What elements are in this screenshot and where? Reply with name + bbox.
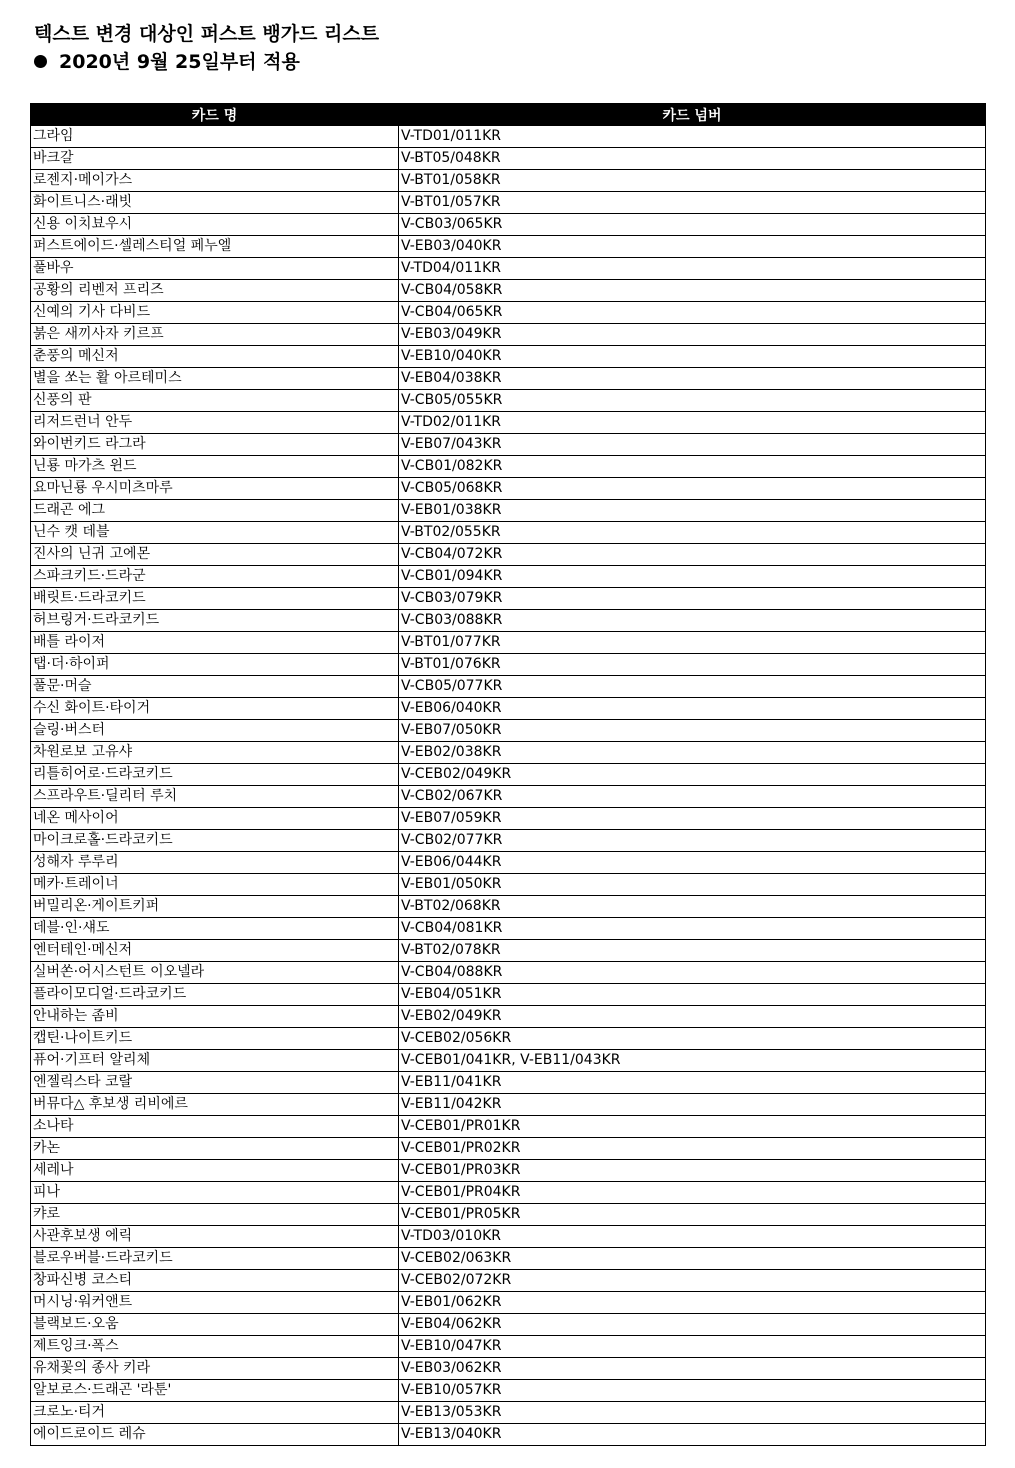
table-row <box>31 918 986 940</box>
table-row <box>31 500 986 522</box>
card-number-cell: V-BT01/077KR <box>399 632 986 654</box>
card-number-cell: V-CEB01/PR05KR <box>399 1204 986 1226</box>
card-number-cell: V-CB01/094KR <box>399 566 986 588</box>
card-name-cell: 버뮤다△ 후보생 리비에르 <box>31 1094 399 1116</box>
card-number-cell: V-EB03/040KR <box>399 236 986 258</box>
card-number-cell: V-CB02/067KR <box>399 786 986 808</box>
card-name-cell: 풀문·머슬 <box>31 676 399 698</box>
card-number-cell: V-BT02/078KR <box>399 940 986 962</box>
table-row <box>31 720 986 742</box>
table-row <box>31 390 986 412</box>
card-name-cell: 탭·더·하이퍼 <box>31 654 399 676</box>
table-row <box>31 1006 986 1028</box>
card-number-cell: V-EB10/047KR <box>399 1336 986 1358</box>
table-row <box>31 1182 986 1204</box>
table-row <box>31 280 986 302</box>
card-name-cell: 퓨어·기프터 알리체 <box>31 1050 399 1072</box>
card-name-cell: 요마닌룡 우시미츠마루 <box>31 478 399 500</box>
card-number-cell: V-CB04/072KR <box>399 544 986 566</box>
card-number-cell: V-EB07/043KR <box>399 434 986 456</box>
table-row <box>31 984 986 1006</box>
card-name-cell: 캬로 <box>31 1204 399 1226</box>
card-number-cell: V-EB07/050KR <box>399 720 986 742</box>
card-number-cell: V-EB07/059KR <box>399 808 986 830</box>
card-number-cell: V-BT01/057KR <box>399 192 986 214</box>
table-row <box>31 1138 986 1160</box>
card-name-cell: 성해자 루루리 <box>31 852 399 874</box>
card-number-cell: V-EB11/042KR <box>399 1094 986 1116</box>
card-name-cell: 붉은 새끼사자 키르프 <box>31 324 399 346</box>
card-name-cell: 와이번키드 라그라 <box>31 434 399 456</box>
card-name-cell: 네온 메사이어 <box>31 808 399 830</box>
table-row <box>31 676 986 698</box>
card-number-cell: V-CB03/079KR <box>399 588 986 610</box>
card-number-cell: V-CEB02/063KR <box>399 1248 986 1270</box>
card-name-cell: 머시닝·워커앤트 <box>31 1292 399 1314</box>
card-name-cell: 카논 <box>31 1138 399 1160</box>
card-name-cell: 데블·인·섀도 <box>31 918 399 940</box>
card-rows <box>31 126 986 1446</box>
card-number-cell: V-CB05/077KR <box>399 676 986 698</box>
table-row <box>31 896 986 918</box>
card-number-cell: V-BT05/048KR <box>399 148 986 170</box>
table-row <box>31 412 986 434</box>
card-name-cell: 스프라우트·딜리터 루치 <box>31 786 399 808</box>
table-row <box>31 1028 986 1050</box>
card-name-cell: 바크갈 <box>31 148 399 170</box>
card-number-cell: V-TD03/010KR <box>399 1226 986 1248</box>
table-row <box>31 610 986 632</box>
card-name-cell: 신풍의 판 <box>31 390 399 412</box>
card-number-cell: V-EB01/062KR <box>399 1292 986 1314</box>
card-number-cell: V-CEB02/056KR <box>399 1028 986 1050</box>
card-number-cell: V-CEB01/PR03KR <box>399 1160 986 1182</box>
card-number-cell: V-EB10/040KR <box>399 346 986 368</box>
card-name-cell: 알보로스·드래곤 '라툰' <box>31 1380 399 1402</box>
table-row <box>31 1248 986 1270</box>
card-number-cell: V-EB02/038KR <box>399 742 986 764</box>
card-number-cell: V-BT02/055KR <box>399 522 986 544</box>
card-name-cell: 안내하는 좀비 <box>31 1006 399 1028</box>
table-row <box>31 258 986 280</box>
card-number-cell: V-CEB01/PR02KR <box>399 1138 986 1160</box>
effective-date-text: 2020년 9월 25일부터 적용 <box>59 51 300 73</box>
card-number-cell: V-EB13/040KR <box>399 1424 986 1446</box>
card-name-cell: 플라이모디얼·드라코키드 <box>31 984 399 1006</box>
table-row <box>31 962 986 984</box>
table-row <box>31 126 986 148</box>
table-row <box>31 654 986 676</box>
card-name-cell: 공황의 리벤저 프리즈 <box>31 280 399 302</box>
card-name-cell: 스파크키드·드라군 <box>31 566 399 588</box>
card-name-cell: 춘풍의 메신저 <box>31 346 399 368</box>
table-row <box>31 346 986 368</box>
table-row <box>31 1050 986 1072</box>
card-name-cell: 그라임 <box>31 126 399 148</box>
table-row <box>31 456 986 478</box>
card-name-cell: 엔젤릭스타 코랄 <box>31 1072 399 1094</box>
column-header-card-name: 카드 명 <box>31 104 399 126</box>
table-row <box>31 588 986 610</box>
table-row <box>31 698 986 720</box>
table-row <box>31 1314 986 1336</box>
card-number-cell: V-CB03/065KR <box>399 214 986 236</box>
card-name-cell: 사관후보생 에릭 <box>31 1226 399 1248</box>
card-name-cell: 마이크로홀·드라코키드 <box>31 830 399 852</box>
card-number-cell: V-CB02/077KR <box>399 830 986 852</box>
card-name-cell: 진사의 닌귀 고에몬 <box>31 544 399 566</box>
card-name-cell: 별을 쏘는 활 아르테미스 <box>31 368 399 390</box>
card-number-cell: V-CB04/065KR <box>399 302 986 324</box>
card-number-cell: V-EB06/044KR <box>399 852 986 874</box>
table-row <box>31 148 986 170</box>
card-number-cell: V-TD02/011KR <box>399 412 986 434</box>
card-number-cell: V-EB04/062KR <box>399 1314 986 1336</box>
card-name-cell: 크로노·티거 <box>31 1402 399 1424</box>
card-number-cell: V-CB01/082KR <box>399 456 986 478</box>
card-number-cell: V-EB01/050KR <box>399 874 986 896</box>
card-number-cell: V-EB01/038KR <box>399 500 986 522</box>
table-row <box>31 214 986 236</box>
table-row <box>31 940 986 962</box>
card-number-cell: V-CEB02/072KR <box>399 1270 986 1292</box>
card-name-cell: 로젠지·메이가스 <box>31 170 399 192</box>
page-title: 텍스트 변경 대상인 퍼스트 뱅가드 리스트 <box>34 23 380 45</box>
card-number-cell: V-EB04/051KR <box>399 984 986 1006</box>
card-number-cell: V-CEB02/049KR <box>399 764 986 786</box>
card-name-cell: 닌수 캣 데블 <box>31 522 399 544</box>
bullet-icon <box>34 55 47 68</box>
card-name-cell: 캡틴·나이트키드 <box>31 1028 399 1050</box>
table-row <box>31 1204 986 1226</box>
table-row <box>31 742 986 764</box>
card-number-cell: V-EB06/040KR <box>399 698 986 720</box>
table-row <box>31 808 986 830</box>
card-name-cell: 버밀리온·게이트키퍼 <box>31 896 399 918</box>
table-row <box>31 1270 986 1292</box>
table-row <box>31 786 986 808</box>
card-name-cell: 허브링거·드라코키드 <box>31 610 399 632</box>
card-name-cell: 드래곤 에그 <box>31 500 399 522</box>
card-name-cell: 세레나 <box>31 1160 399 1182</box>
card-name-cell: 유채꽃의 종사 키라 <box>31 1358 399 1380</box>
table-header-row <box>31 104 986 126</box>
table-row <box>31 1336 986 1358</box>
table-row <box>31 1116 986 1138</box>
table-row <box>31 302 986 324</box>
table-row <box>31 434 986 456</box>
card-number-cell: V-CEB01/PR04KR <box>399 1182 986 1204</box>
card-name-cell: 실버쏜·어시스턴트 이오넬라 <box>31 962 399 984</box>
card-number-cell: V-EB04/038KR <box>399 368 986 390</box>
table-row <box>31 1226 986 1248</box>
card-name-cell: 퍼스트에이드·셀레스티얼 페누엘 <box>31 236 399 258</box>
card-name-cell: 수신 화이트·타이거 <box>31 698 399 720</box>
card-name-cell: 풀바우 <box>31 258 399 280</box>
table-row <box>31 1094 986 1116</box>
table-row <box>31 522 986 544</box>
card-name-cell: 블랙보드·오움 <box>31 1314 399 1336</box>
card-number-cell: V-CB04/081KR <box>399 918 986 940</box>
card-name-cell: 신예의 기사 다비드 <box>31 302 399 324</box>
card-name-cell: 신용 이치뵤우시 <box>31 214 399 236</box>
card-number-cell: V-CEB01/041KR, V-EB11/043KR <box>399 1050 986 1072</box>
card-number-cell: V-CB04/058KR <box>399 280 986 302</box>
table-row <box>31 236 986 258</box>
card-name-cell: 소나타 <box>31 1116 399 1138</box>
card-name-cell: 차원로보 고유샤 <box>31 742 399 764</box>
card-number-cell: V-EB02/049KR <box>399 1006 986 1028</box>
card-name-cell: 에이드로이드 레슈 <box>31 1424 399 1446</box>
card-number-cell: V-EB03/062KR <box>399 1358 986 1380</box>
table-row <box>31 1072 986 1094</box>
card-number-cell: V-EB11/041KR <box>399 1072 986 1094</box>
card-number-cell: V-EB10/057KR <box>399 1380 986 1402</box>
card-name-cell: 창파신병 코스티 <box>31 1270 399 1292</box>
table-row <box>31 1358 986 1380</box>
table-row <box>31 478 986 500</box>
card-name-cell: 블로우버블·드라코키드 <box>31 1248 399 1270</box>
card-number-cell: V-TD01/011KR <box>399 126 986 148</box>
card-number-cell: V-BT02/068KR <box>399 896 986 918</box>
effective-date-line <box>34 49 300 75</box>
table-row <box>31 544 986 566</box>
card-name-cell: 닌룡 마가츠 윈드 <box>31 456 399 478</box>
card-number-cell: V-CB05/055KR <box>399 390 986 412</box>
table-row <box>31 192 986 214</box>
table-row <box>31 1160 986 1182</box>
card-number-cell: V-BT01/058KR <box>399 170 986 192</box>
card-list-table <box>30 103 986 1446</box>
table-row <box>31 566 986 588</box>
table-row <box>31 1402 986 1424</box>
card-name-cell: 화이트니스·래빗 <box>31 192 399 214</box>
table-row <box>31 852 986 874</box>
card-name-cell: 엔터테인·메신저 <box>31 940 399 962</box>
table-row <box>31 764 986 786</box>
card-number-cell: V-CB04/088KR <box>399 962 986 984</box>
card-name-cell: 피나 <box>31 1182 399 1204</box>
card-name-cell: 메카·트레이너 <box>31 874 399 896</box>
card-number-cell: V-EB03/049KR <box>399 324 986 346</box>
card-name-cell: 배틀 라이저 <box>31 632 399 654</box>
table-row <box>31 170 986 192</box>
table-row <box>31 1292 986 1314</box>
table-row <box>31 1380 986 1402</box>
card-number-cell: V-BT01/076KR <box>399 654 986 676</box>
column-header-card-number: 카드 넘버 <box>399 104 986 126</box>
table-row <box>31 324 986 346</box>
card-number-cell: V-EB13/053KR <box>399 1402 986 1424</box>
card-number-cell: V-CB03/088KR <box>399 610 986 632</box>
card-number-cell: V-CB05/068KR <box>399 478 986 500</box>
table-row <box>31 368 986 390</box>
table-row <box>31 874 986 896</box>
card-name-cell: 리저드런너 안두 <box>31 412 399 434</box>
table-row <box>31 1424 986 1446</box>
card-name-cell: 배릿트·드라코키드 <box>31 588 399 610</box>
card-number-cell: V-TD04/011KR <box>399 258 986 280</box>
card-number-cell: V-CEB01/PR01KR <box>399 1116 986 1138</box>
card-name-cell: 리틀히어로·드라코키드 <box>31 764 399 786</box>
table-row <box>31 632 986 654</box>
card-name-cell: 제트잉크·폭스 <box>31 1336 399 1358</box>
card-name-cell: 슬링·버스터 <box>31 720 399 742</box>
table-row <box>31 830 986 852</box>
